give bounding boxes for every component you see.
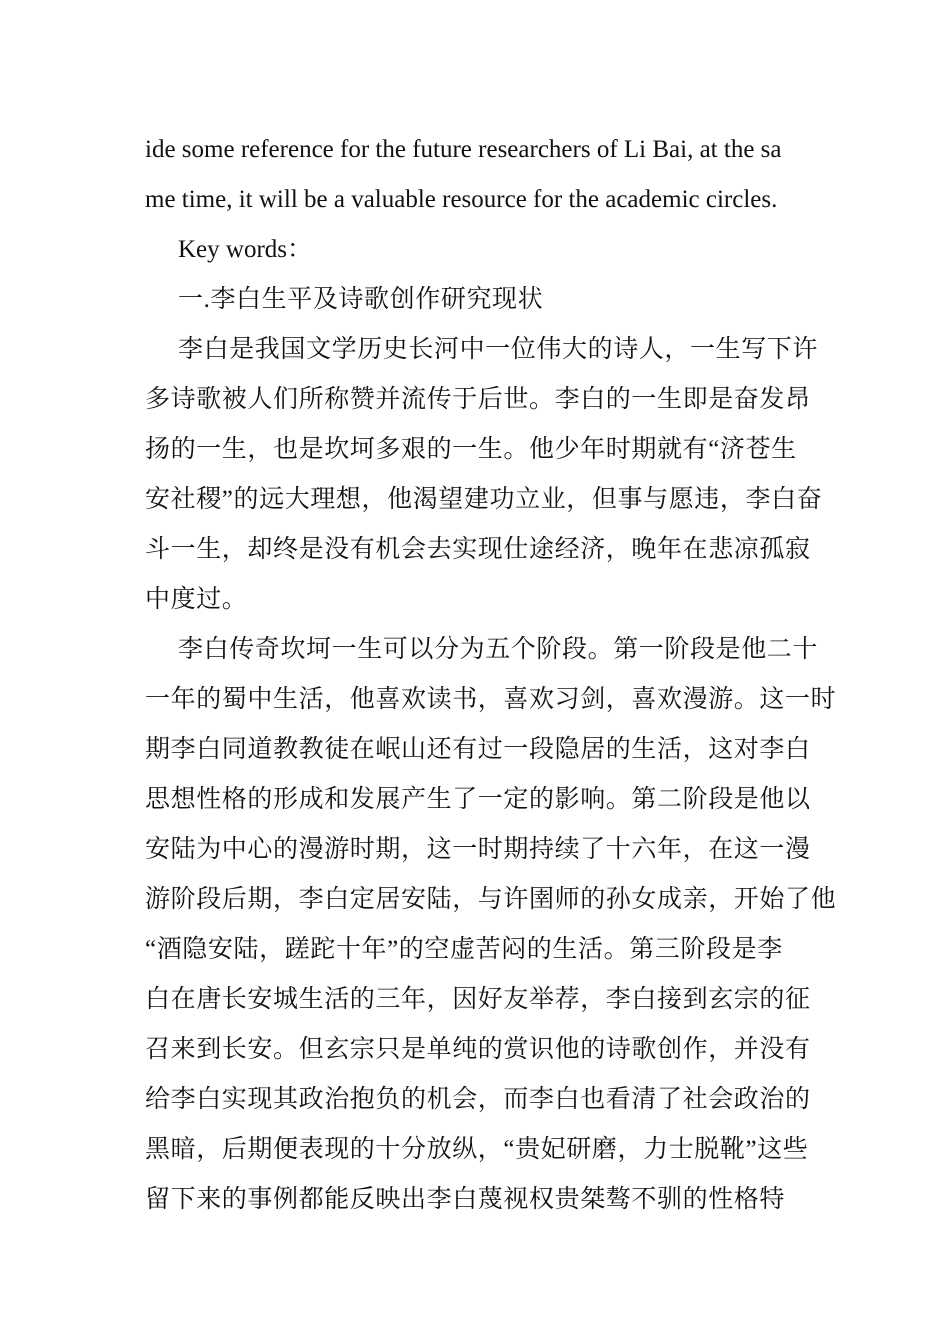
paragraph-2-line-1: 李白传奇坎坷一生可以分为五个阶段。第一阶段是他二十 [178,636,819,663]
paragraph-1-line-2: 多诗歌被人们所称赞并流传于后世。李白的一生即是奋发昂 [145,386,811,413]
abstract-line-1: ide some reference for the future researchers of Li Bai, at the sa [145,136,782,163]
paragraph-2-line-10: 给李白实现其政治抱负的机会，而李白也看清了社会政治的 [145,1086,811,1113]
paragraph-2-line-3: 期李白同道教教徒在岷山还有过一段隐居的生活，这对李白 [145,736,811,763]
paragraph-1-line-1: 李白是我国文学历史长河中一位伟大的诗人，一生写下许 [178,336,819,363]
paragraph-2-line-2: 一年的蜀中生活，他喜欢读书，喜欢习剑，喜欢漫游。这一时 [145,686,837,713]
paragraph-1-line-4: 安社稷”的远大理想，他渴望建功立业，但事与愿违，李白奋 [145,486,823,513]
paragraph-1-line-3: 扬的一生，也是坎坷多艰的一生。他少年时期就有“济苍生 [145,436,797,463]
paragraph-1-line-6: 中度过。 [145,586,248,613]
keywords-label: Key words： [178,236,313,263]
section-heading: 一.李白生平及诗歌创作研究现状 [178,286,544,313]
paragraph-2-line-4: 思想性格的形成和发展产生了一定的影响。第二阶段是他以 [145,786,811,813]
paragraph-2-line-8: 白在唐长安城生活的三年，因好友举荐，李白接到玄宗的征 [145,986,811,1013]
paragraph-2-line-11: 黑暗，后期便表现的十分放纵，“贵妃研磨，力士脱靴”这些 [145,1136,809,1163]
paragraph-2-line-5: 安陆为中心的漫游时期，这一时期持续了十六年，在这一漫 [145,836,811,863]
document-body [145,125,837,1225]
paragraph-1-line-5: 斗一生，却终是没有机会去实现仕途经济，晚年在悲凉孤寂 [145,536,811,563]
paragraph-2-line-12: 留下来的事例都能反映出李白蔑视权贵桀骜不驯的性格特 [145,1186,786,1213]
abstract-line-2: me time, it will be a valuable resource for the academic circles. [145,186,778,213]
paragraph-2-line-7: “酒隐安陆，蹉跎十年”的空虚苦闷的生活。第三阶段是李 [145,936,783,963]
paragraph-2-line-6: 游阶段后期，李白定居安陆，与许圉师的孙女成亲，开始了他 [145,886,837,913]
paragraph-2-line-9: 召来到长安。但玄宗只是单纯的赏识他的诗歌创作，并没有 [145,1036,811,1063]
